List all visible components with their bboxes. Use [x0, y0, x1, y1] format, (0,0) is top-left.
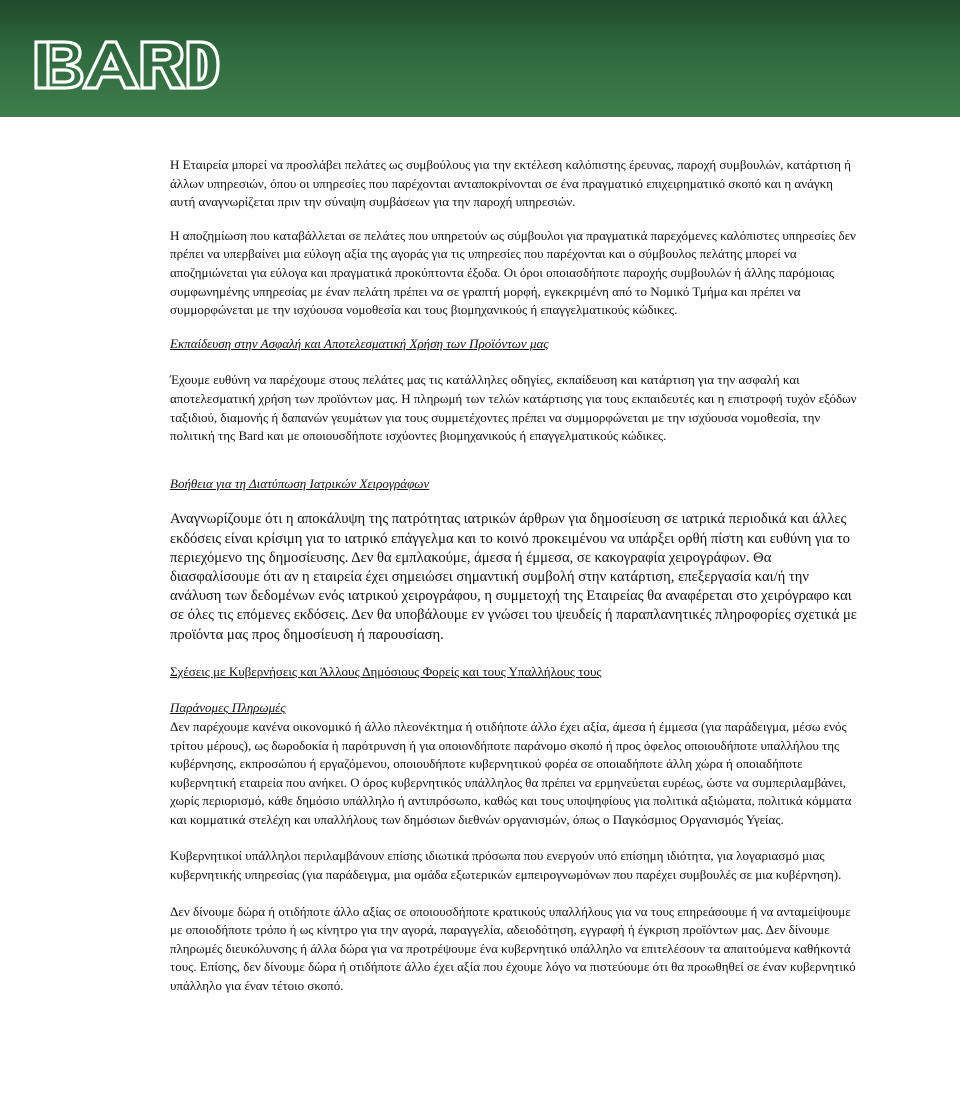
page-header [0, 0, 960, 117]
document-body [170, 156, 860, 996]
paragraph-manuscripts: Αναγνωρίζουμε ότι η αποκάλυψη της πατρότητας ιατρικών άρθρων για δημοσίευση σε ιατρικά περιοδικά και άλλες εκδόσεις είναι κρίσιμη για το ιατρικό επάγγελμα και το κοινό προκειμένου να υπάρξει ορθή πίστη και ευθύνη για το περιεχόμενο της δημοσίευσης. Δεν θα εμπλακούμε, άμεσα ή έμμεσα, σε κακογραφία χειρογράφων. Θα διασφαλίσουμε ότι αν η εταιρεία έχει σημειώσει σημαντική συμβολή στην κατάρτιση, επεξεργασία και/ή την ανάλυση των δεδομένων ενός ιατρικού χειρογράφου, η συμμετοχή της Εταιρείας θα αναφέρεται στο χειρόγραφο και σε όλες τις επόμενες εκδόσεις. Δεν θα υποβάλουμε εν γνώσει του ψευδείς ή παραπλανητικές πληροφορίες σχετικά με προϊόντα μας προς δημοσίευση ή παρουσίαση. [170, 511, 857, 643]
paragraph-government-officials: Κυβερνητικοί υπάλληλοι περιλαμβάνουν επίσης ιδιωτικά πρόσωπα που ενεργούν υπό επίσημη ιδιότητα, για λογαριασμό μιας κυβερνητικής υπηρεσίας (για παράδειγμα, μια ομάδα εξωτερικών εμπειρογνωμόνων που παρέχει συμβουλές σε μια κυβέρνηση). [170, 848, 842, 883]
section-heading-government: Σχέσεις με Κυβερνήσεις και Άλλους Δημόσιους Φορείς και τους Υπαλλήλους τους [170, 663, 602, 679]
paragraph-compensation: Η αποζημίωση που καταβάλλεται σε πελάτες που υπηρετούν ως σύμβουλοι για πραγματικά παρεχόμενες καλόπιστες υπηρεσίες δεν πρέπει να υπερβαίνει μια εύλογη αξία της αγοράς για τις υπηρεσίες που παρέχονται και ο σύμβουλος πελάτης μπορεί να αποζημιώνεται για εύλογα και πραγματικά προκύπτοντα έξοδα. Οι όροι οποιασδήποτε παροχής συμβουλών ή άλλης παρόμοιας συμφωνημένης υπηρεσίας με έναν πελάτη πρέπει να σε γραπτή μορφή, εγκεκριμένη από το Νομικό Τμήμα και πρέπει να συμμορφώνεται με την ισχύουσα νομοθεσία και τους βιομηχανικούς ή επαγγελματικούς κώδικες. [170, 227, 856, 318]
bard-logo [34, 40, 220, 90]
section-heading-training: Εκπαίδευση στην Ασφαλή και Αποτελεσματική Χρήση των Προϊόντων μας [170, 335, 549, 351]
paragraph-training: Έχουμε ευθύνη να παρέχουμε στους πελάτες μας τις κατάλληλες οδηγίες, εκπαίδευση και κατάρτιση για την ασφαλή και αποτελεσματική χρήση των προϊόντων μας. Η πληρωμή των τελών κατάρτισης για τους εκπαιδευτές και η επιστροφή τυχόν εξόδων ταξιδιού, διαμονής ή δαπανών γευμάτων για τους συμμετέχοντες πρέπει να συμμορφώνεται με την ισχύουσα νομοθεσία, την πολιτική της Bard και με οποιουσδήποτε ισχύοντες βιομηχανικούς ή επαγγελματικούς κώδικες. [170, 372, 857, 444]
paragraph-illegal-payments: Δεν παρέχουμε κανένα οικονομικό ή άλλο πλεονέκτημα ή οτιδήποτε άλλο έχει αξία, άμεσα ή έμμεσα (για παράδειγμα, μέσω ενός τρίτου μέρους), ως δωροδοκία ή παρότρυνση ή για οποιονδήποτε παράνομο σκοπό ή προς όφελος οποιουδήποτε υπαλλήλου της κυβέρνησης, εκπροσώπου ή εργαζόμενου, οποιουδήποτε κυβερνητικού φορέα σε οποιαδήποτε άλλη χώρα ή οποιαδήποτε κυβερνητική εταιρεία που ανήκει. Ο όρος κυβερνητικός υπάλληλος θα πρέπει να ερμηνεύεται ευρέως, ώστε να συμπεριλαμβάνει, χωρίς περιορισμό, κάθε δημόσιο υπάλληλο ή αντιπρόσωπο, καθώς και τους υποψηφίους για πολιτικά αξιώματα, πολιτικά κόμματα και κομματικά στελέχη και υπαλλήλους των δημόσιων διεθνών οργανισμών, όπως ο Παγκόσμιος Οργανισμός Υγείας. [170, 718, 852, 827]
section-heading-manuscripts: Βοήθεια για τη Διατύπωση Ιατρικών Χειρογράφων [170, 475, 430, 491]
subheading-illegal-payments: Παράνομες Πληρωμές [170, 700, 286, 716]
paragraph-consultants: Η Εταιρεία μπορεί να προσλάβει πελάτες ως συμβούλους για την εκτέλεση καλόπιστης έρευνας, παροχή συμβουλών, κατάρτιση ή άλλων υπηρεσιών, όπου οι υπηρεσίες που παρέχονται ανταποκρίνονται σε ένα πραγματικό επιχειρηματικό σκοπό και η ανάγκη αυτή αναγνωρίζεται πριν την σύναψη συμβάσεων για την παροχή υπηρεσιών. [170, 157, 851, 210]
paragraph-gifts: Δεν δίνουμε δώρα ή οτιδήποτε άλλο αξίας σε οποιουσδήποτε κρατικούς υπαλλήλους για να τους επηρεάσουμε ή να ανταμείψουμε με οποιοδήποτε τρόπο ή ως κίνητρο για την αγορά, παραγγελία, αδειοδότηση, εγγραφή ή έγκριση προϊόντων μας. Δεν δίνουμε πληρωμές διευκόλυνσης ή άλλα δώρα για να προτρέψουμε ένα κυβερνητικό υπάλληλο να επιτελέσουν τα απαιτούμενα καθήκοντά τους. Επίσης, δεν δίνουμε δώρα ή οτιδήποτε άλλο έχει αξία που έχουμε λόγο να πιστεύουμε ότι θα προωθηθεί σε έναν κυβερνητικό υπάλληλο για έναν τέτοιο σκοπό. [170, 903, 856, 994]
